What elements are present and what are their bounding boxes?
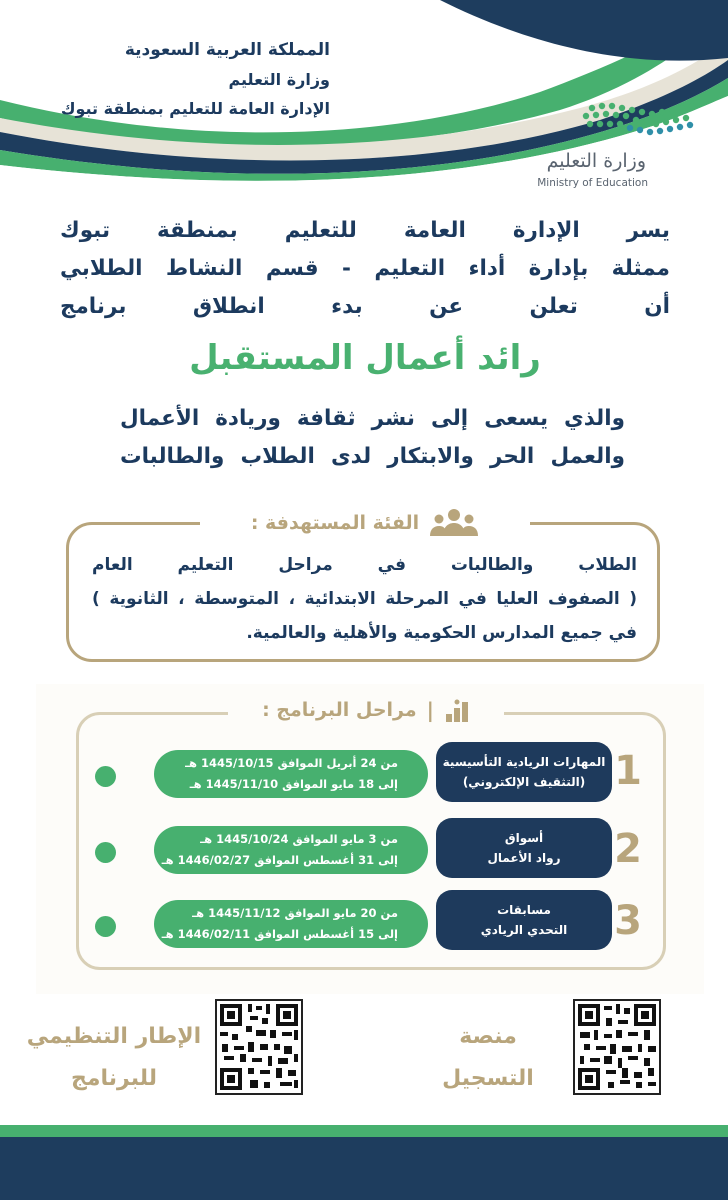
directorate-name: الإدارة العامة للتعليم بمنطقة تبوك xyxy=(60,99,330,118)
registration-qr-label xyxy=(420,1016,556,1100)
stage-number: 1 xyxy=(614,748,642,794)
stage-dates-pill xyxy=(154,750,428,798)
ministry-logo-english: Ministry of Education xyxy=(537,177,648,189)
registration-label-line-2: التسجيل xyxy=(442,1066,534,1091)
framework-label-line-2: للبرنامج xyxy=(71,1066,157,1091)
stage-name-box xyxy=(436,818,612,878)
stage-number: 2 xyxy=(614,826,642,872)
intro-line-1: يسر الإدارة العامة للتعليم بمنطقة تبوك xyxy=(60,218,670,243)
stage-bullet xyxy=(95,916,116,937)
footer-green-stripe xyxy=(0,1125,728,1137)
target-line-2: ( الصفوف العليا في المرحلة الابتدائية ، المتوسطة ، الثانوية ) xyxy=(92,589,637,609)
stage-name-line-2: رواد الأعمال xyxy=(487,851,561,865)
framework-qr-code[interactable] xyxy=(210,994,308,1100)
stage-name-line-2: (التثقيف الإلكتروني) xyxy=(462,775,586,789)
stage-name-line-1: المهارات الريادية التأسيسية xyxy=(442,755,606,769)
stage-date-to: إلى 15 أغسطس الموافق 1446/02/11 هـ xyxy=(161,927,398,941)
ministry-logo-arabic: وزارة التعليم xyxy=(546,150,646,172)
stage-name-line-1: مسابقات xyxy=(497,903,551,917)
ministry-name: وزارة التعليم xyxy=(228,70,330,89)
stage-bullet xyxy=(95,766,116,787)
stages-separator: | xyxy=(426,698,434,722)
stage-bullet xyxy=(95,842,116,863)
stage-dates-pill xyxy=(154,826,428,874)
stage-dates-pill xyxy=(154,900,428,948)
goal-line-2: والعمل الحر والابتكار لدى الطلاب والطالبات xyxy=(120,444,625,469)
stage-date-to: إلى 31 أغسطس الموافق 1446/02/27 هـ xyxy=(161,853,398,867)
stage-name-line-1: أسواق xyxy=(504,831,544,845)
framework-label-line-1: الإطار التنظيمي xyxy=(26,1024,202,1049)
target-group-header xyxy=(200,506,530,540)
stage-date-from: من 20 مايو الموافق 1445/11/12 هـ xyxy=(192,906,398,920)
goal-line-1: والذي يسعى إلى نشر ثقافة وريادة الأعمال xyxy=(120,406,625,431)
growth-steps-icon xyxy=(444,698,470,722)
program-title: رائد أعمال المستقبل xyxy=(189,338,541,378)
target-line-1: الطلاب والطالبات في مراحل التعليم العام xyxy=(92,555,637,575)
framework-qr-label xyxy=(24,1016,204,1100)
stages-title: مراحل البرنامج : xyxy=(262,699,417,721)
intro-line-3: أن تعلن عن بدء انطلاق برنامج xyxy=(60,294,670,319)
registration-label-line-1: منصة xyxy=(459,1024,517,1049)
stage-date-from: من 3 مايو الموافق 1445/10/24 هـ xyxy=(200,832,398,846)
stage-date-from: من 24 أبريل الموافق 1445/10/15 هـ xyxy=(185,756,398,770)
stage-name-line-2: التحدي الريادي xyxy=(480,923,568,937)
stage-date-to: إلى 18 مايو الموافق 1445/11/10 هـ xyxy=(189,777,398,791)
target-group-title: الفئة المستهدفة : xyxy=(250,512,420,534)
issuer-block xyxy=(40,36,330,123)
people-group-icon xyxy=(429,508,479,538)
target-line-3: في جميع المدارس الحكومية والأهلية والعالمية. xyxy=(246,623,637,643)
stages-header xyxy=(228,694,504,726)
footer-navy-band xyxy=(0,1137,728,1200)
stage-name-box xyxy=(436,890,612,950)
intro-line-2: ممثلة بإدارة أداء التعليم - قسم النشاط الطلابي xyxy=(60,256,670,281)
stage-name-box xyxy=(436,742,612,802)
kingdom-name: المملكة العربية السعودية xyxy=(124,40,330,60)
stage-number: 3 xyxy=(614,898,642,944)
registration-qr-code[interactable] xyxy=(568,994,666,1100)
